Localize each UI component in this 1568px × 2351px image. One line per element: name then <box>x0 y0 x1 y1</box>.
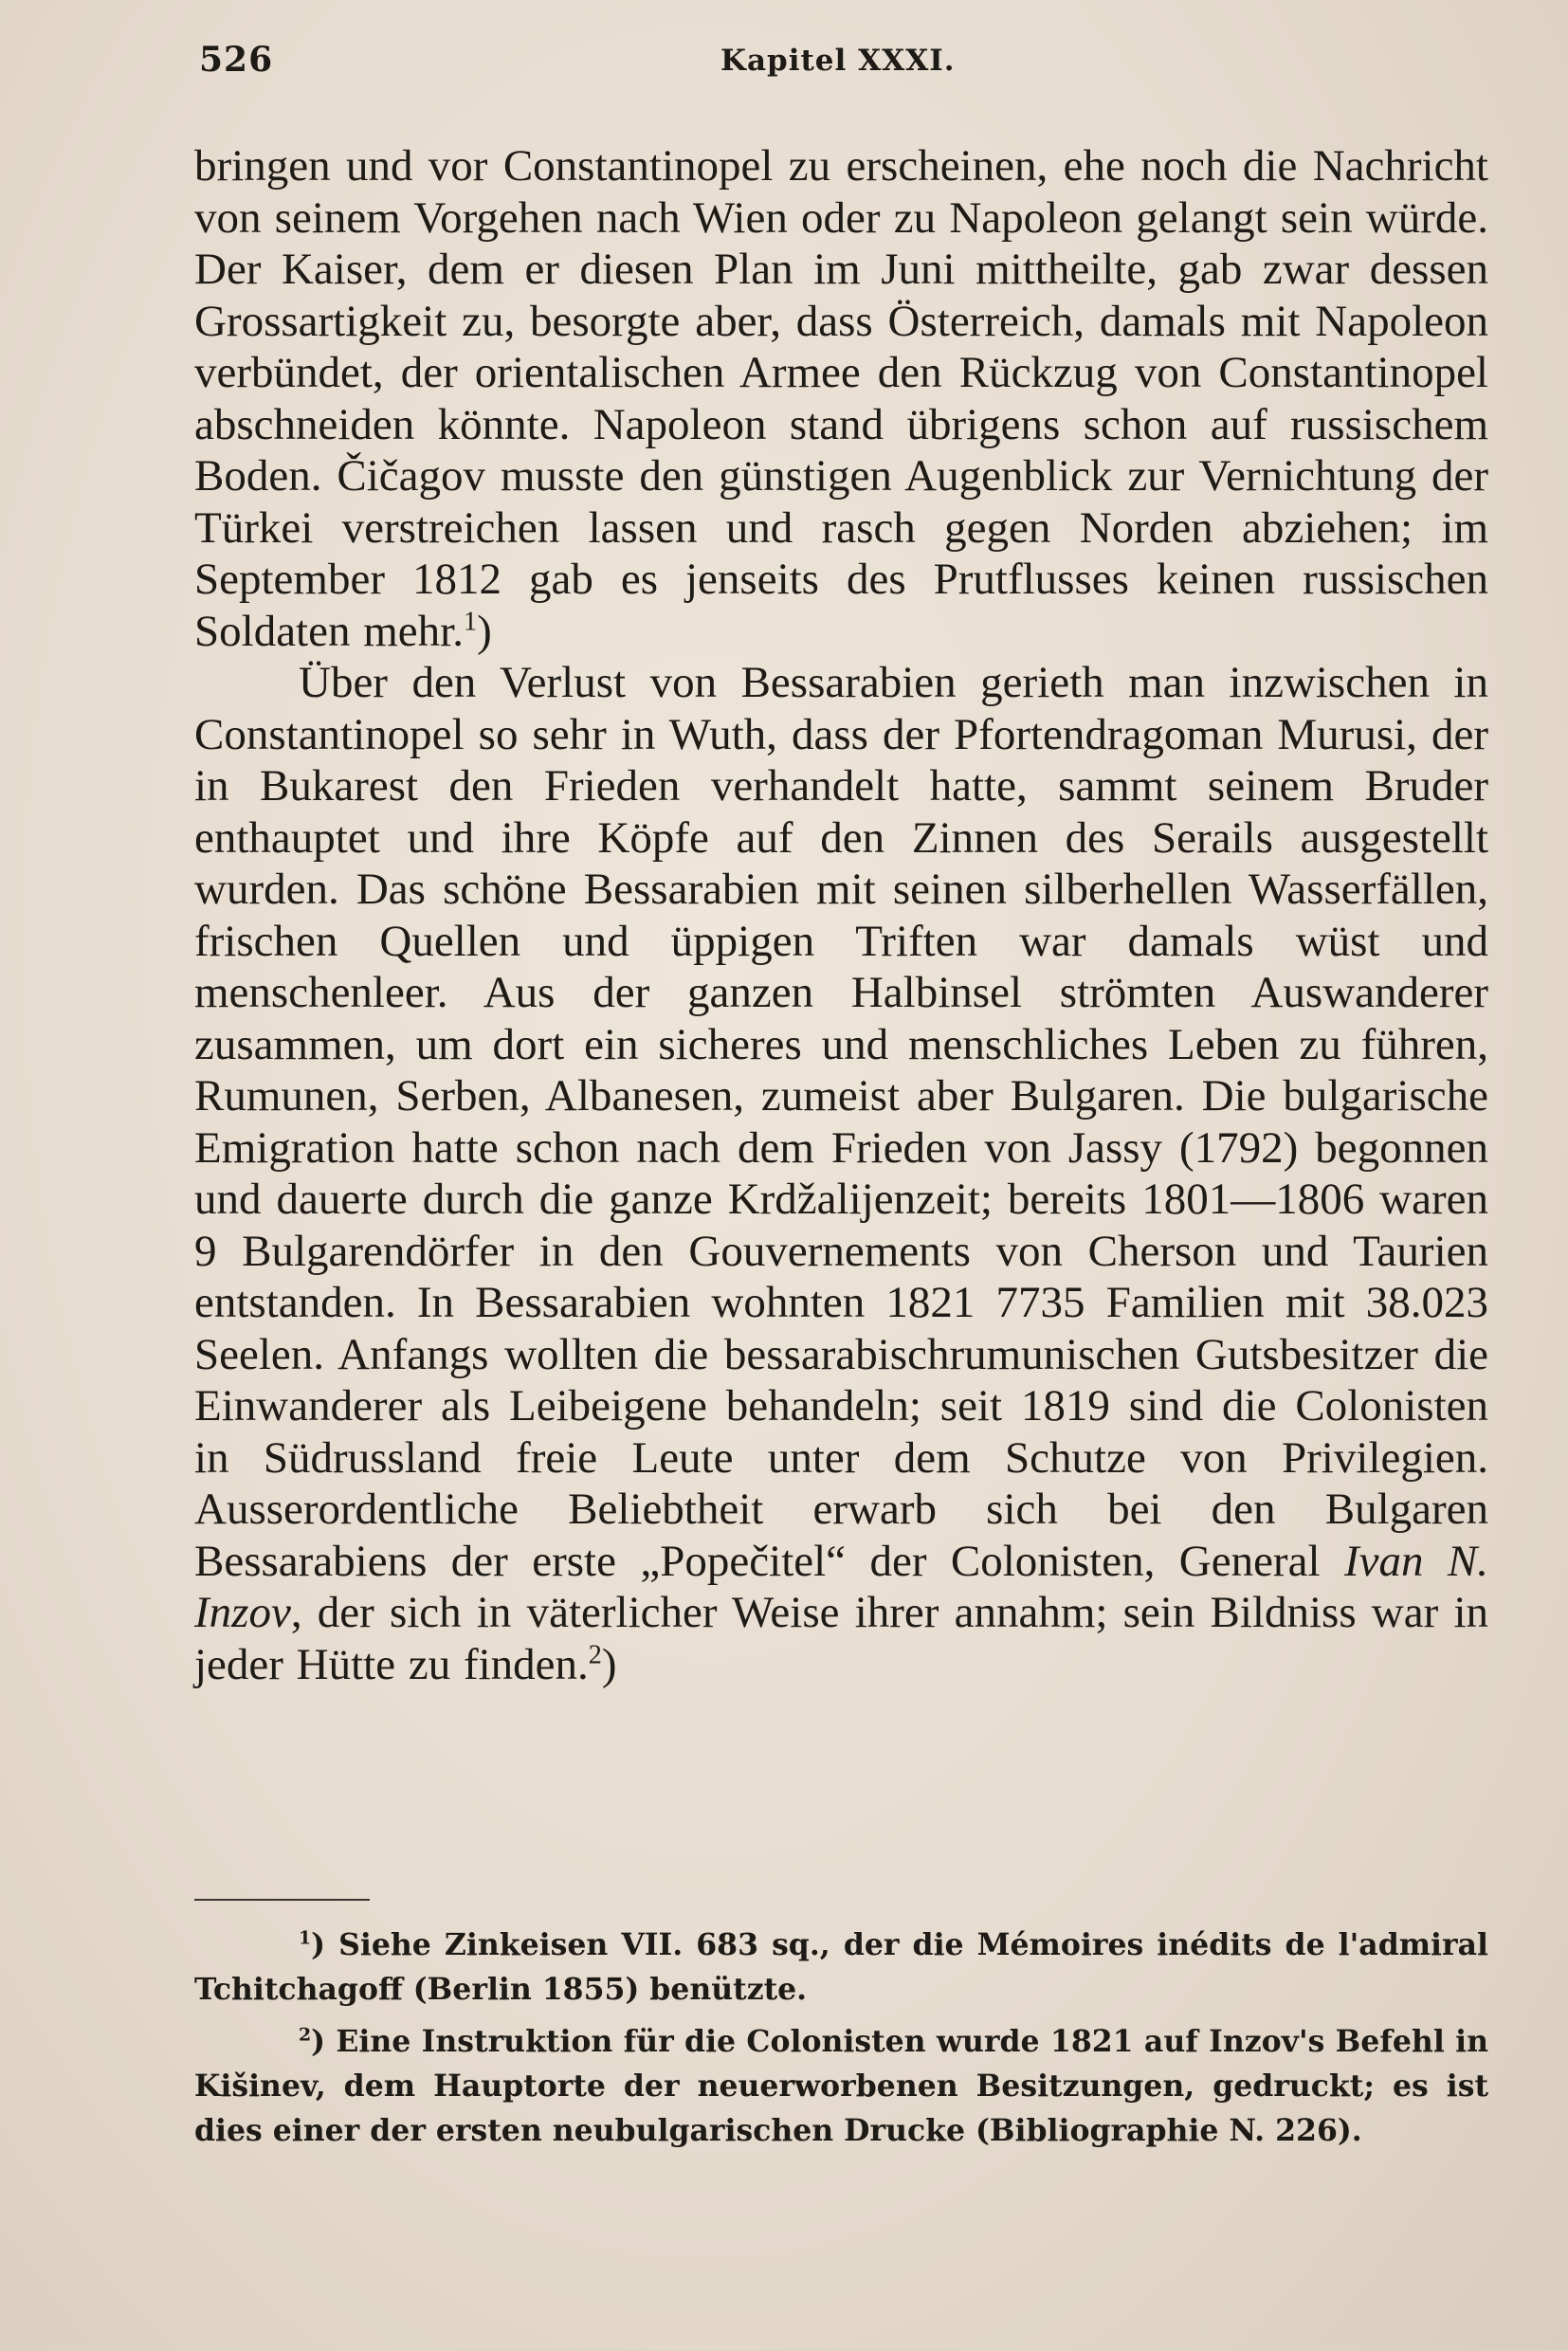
page-number: 526 <box>199 40 274 80</box>
text-segment: ) <box>601 1639 617 1689</box>
italic-name: Ivan N. Inzov <box>194 1536 1488 1637</box>
text-segment: , der sich in väterlicher Weise ihrer annahm; sein Bildniss war in jeder Hütte zu finden. <box>194 1588 1488 1689</box>
footnote-text: ) Siehe Zinkeisen VII. 683 sq., der die Mémoires inédits de l'admiral Tchitchagoff (Berlin 1855) benützte. <box>194 1927 1488 2007</box>
paragraph-continued <box>194 140 1488 657</box>
footnote-reference: 1 <box>463 606 478 636</box>
footnote-1 <box>194 1923 1488 2012</box>
footnote-marker: 1 <box>299 1927 312 1949</box>
footnote-2 <box>194 2019 1488 2153</box>
footnotes <box>194 1923 1488 2160</box>
text-segment: bringen und vor Constantinopel zu erscheinen, ehe noch die Nachricht von seinem Vorgehen nach Wien oder zu Napoleon gelangt sein würde. Der Kaiser, dem er diesen Plan im Juni mittheilte, gab zwar dessen Grossartigkeit zu, besorgte aber, dass Österreich, damals mit Napoleon verbündet, der orientalischen Armee den Rückzug von Constantinopel abschneiden könnte. Napoleon stand übrigens schon auf russischem Boden. Čičagov musste den günstigen Augenblick zur Vernichtung der Türkei verstreichen lassen und rasch gegen Norden abziehen; im September 1812 gab es jenseits des Prutflusses keinen russischen Soldaten mehr. <box>194 141 1488 656</box>
page-header <box>199 40 1488 97</box>
text-segment: Über den Verlust von Bessarabien gerieth man inzwischen in Constantinopel so sehr in Wuth, dass der Pfortendragoman Murusi, der in Bukarest den Frieden verhandelt hatte, sammt seinem Bruder enthauptet und ihre Köpfe auf den Zinnen des Serails ausgestellt wurden. Das schöne Bessarabien mit seinen silberhellen Wasserfällen, frischen Quellen und üppigen Triften war damals wüst und menschenleer. Aus der ganzen Halbinsel strömten Auswanderer zusammen, um dort ein sicheres und menschliches Leben zu führen, Rumunen, Serben, Albanesen, zumeist aber Bulgaren. Die bulgarische Emigration hatte schon nach dem Frieden von Jassy (1792) begonnen und dauerte durch die ganze Krdžalijenzeit; bereits 1801—1806 waren 9 Bulgarendörfer in den Gouvernements von Cherson und Taurien entstanden. In Bessarabien wohnten 1821 7735 Familien mit 38.023 Seelen. Anfangs wollten die bessarabischrumunischen Gutsbesitzer die Einwanderer als Leibeigene behandeln; seit 1819 sind die Colonisten in Südrussland freie Leute unter dem Schutze von Privilegien. Ausserordentliche Beliebtheit erwarb sich bei den Bulgaren Bessarabiens der erste „Popečitel“ der Colonisten, General <box>194 658 1488 1586</box>
text-segment: ) <box>477 606 492 656</box>
running-head: Kapitel XXXI. <box>720 44 956 78</box>
footnote-marker: 2 <box>299 2024 312 2046</box>
paragraph <box>194 657 1488 1690</box>
main-text <box>194 140 1488 1690</box>
footnote-text: ) Eine Instruktion für die Colonisten wurde 1821 auf Inzov's Befehl in Kišinev, dem Hauptorte der neuerworbenen Besitzungen, gedruckt; es ist dies einer der ersten neubulgarischen Drucke (Bibliographie N. 226). <box>194 2024 1488 2148</box>
footnote-divider <box>194 1899 370 1901</box>
footnote-reference: 2 <box>588 1639 602 1669</box>
